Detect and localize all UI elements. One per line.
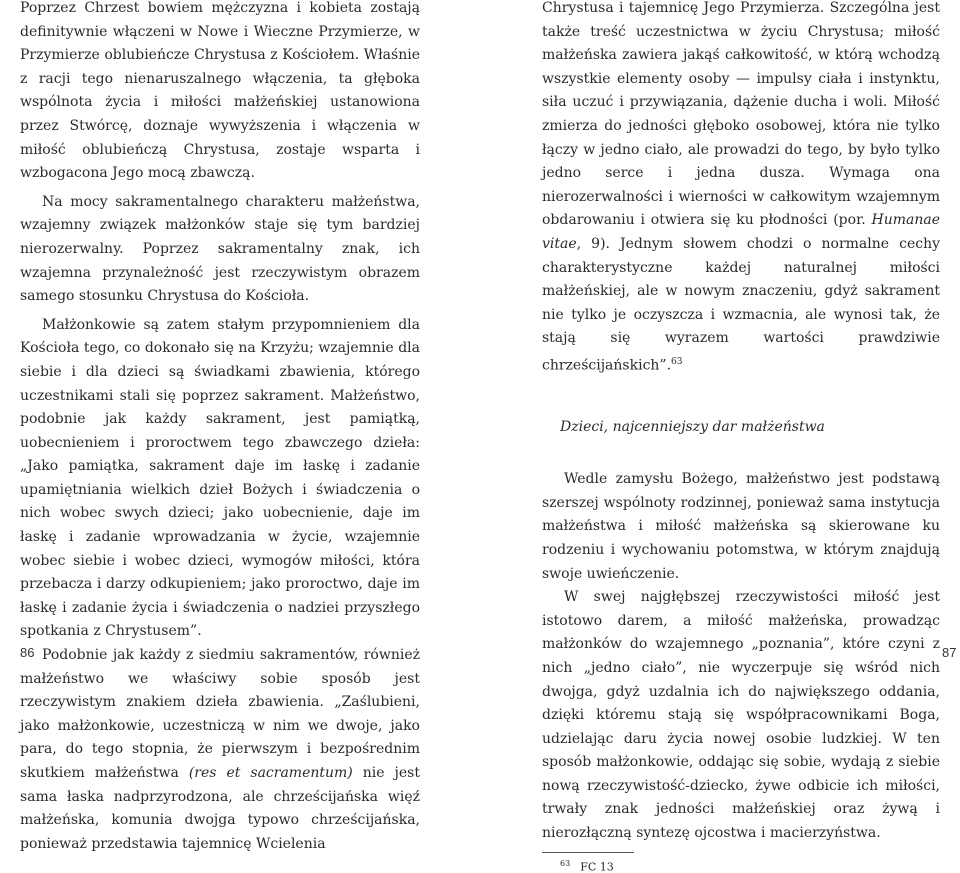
section-heading: Dzieci, najcenniejszy dar małżeństwa: [560, 419, 825, 436]
paragraph: Wedle zamysłu Bożego, małżeństwo jest podstawą szerszej wspólnoty rodzinnej, ponieważ sama instytucja małżeństwa i miłość małżeńska są skierowane ku rodzeniu i wychowaniu potomstwa, w którym znajdują swoje uwieńczenie.: [542, 471, 940, 582]
footnote-ref: 63: [671, 356, 683, 367]
footnote-text: FC 13: [580, 860, 614, 873]
page-number: 87: [942, 645, 957, 660]
paragraph: Małżonkowie są zatem stałym przypomnieniem dla Kościoła tego, co dokonało się na Krzyżu; wzajemnie dla siebie i dla dzieci są świadkami zbawienia, którego uczestnikami stali się poprzez sakrament. Małżeństwo, podobnie jak każdy sakrament, jest pamiątką, uobecnieniem i proroctwem tego zbawczego dzieła: „Jako pamiątka, sakrament daje im łaskę i zadanie upamiętniania wielkich dzieł Bożych i świadczenia o nich wobec swych dzieci; jako uobecnienie, daje im łaskę i zadanie wprowadzania w życie, wzajemnie wobec siebie i wobec dzieci, wymogów miłości, która przebacza i darzy odkupieniem; jako proroctwo, daje im łaskę i zadanie życia i świadczenia o nadziei przyszłego spotkania z Chrystusem”.: [20, 316, 420, 640]
document-title: Humanae vitae: [542, 212, 940, 252]
paragraph-text: nie jest sama łaska nadprzyrodzona, ale chrześcijańska więź małżeńska, komunia dwojga typowo chrześcijańska, ponieważ przedstawia tajemnicę Wcielenia: [20, 765, 420, 852]
page-number: 86: [20, 645, 35, 660]
paragraph: W swej najgłębszej rzeczywistości miłość jest istotowo darem, a miłość małżeńska, prowadząc małżonków do wzajemnego „poznania”, które czyni z nich „jedno ciało”, nie wyczerpuje się wśród nich dwojga, gdyż uzdalnia ich do największego oddania, dzięki któremu stają się współpracownikami Boga, udzielając daru życia nowej osobie ludzkiej. W ten sposób małżonkowie, oddając się sobie, wydają z siebie nową rzeczywistość-dziecko, żywe odbicie ich miłości, trwały znak jedności małżeńskiej oraz żywą i nierozłączną syntezę ojcostwa i macierzyństwa.: [542, 589, 940, 842]
paragraph: [20, 644, 420, 856]
paragraph: Poprzez Chrzest bowiem mężczyzna i kobieta zostają definitywnie włączeni w Nowe i Wieczne Przymierze, w Przymierze oblubieńcze Chrystusa z Kościołem. Właśnie z racji tego nienaruszalnego włączenia, ta głęboka wspólnota życia i miłości małżeńskiej ustanowiona przez Stwórcę, doznaje wywyższenia i włączenia w miłość oblubieńczą Chrystusa, zostaje wsparta i wzbogacona Jego mocą zbawczą.: [20, 0, 420, 182]
right-page-text: [542, 0, 940, 873]
paragraph-text: , 9). Jednym słowem chodzi o normalne cechy charakterystyczne każdej naturalnej miłości małżeńskiej, ale w nowym znaczeniu, gdyż sakrament nie tylko je oczyszcza i wzmacnia, ale wynosi tak, że stają się wyrazem wartości prawdziwie chrześcijańskich”.: [542, 235, 940, 374]
paragraph: Na mocy sakramentalnego charakteru małżeństwa, wzajemny związek małżonków staje się tym bardziej nierozerwalny. Poprzez sakramentalny znak, ich wzajemna przynależność jest rzeczywistym obrazem samego stosunku Chrystusa do Kościoła.: [20, 193, 420, 305]
footnote-number: 63: [560, 858, 571, 868]
paragraph: [542, 0, 940, 378]
latin-term: (res et sacramentum): [188, 765, 353, 781]
paragraph-text: Chrystusa i tajemnicę Jego Przymierza. Szczególna jest także treść uczestnictwa w życiu Chrystusa; miłość małżeńska zawiera jakąś całkowitość, w którą wchodzą wszystkie elementy osoby — impulsy ciała i instynktu, siła uczuć i przywiązania, dążenie ducha i woli. Miłość zmierza do jedności głęboko osobowej, która nie tylko łączy w jedno ciało, ale prowadzi do tego, by było tylko jedno serce i jedna dusza. Wymaga ona nierozerwalności i wierności w całkowitym wzajemnym obdarowaniu i otwiera się ku płodności (por.: [542, 0, 940, 229]
paragraph-text: Podobnie jak każdy z siedmiu sakramentów, również małżeństwo we właściwy sobie sposób jest rzeczywistym znakiem dzieła zbawienia. „Zaślubieni, jako małżonkowie, uczestniczą w nim we dwoje, jako para, do tego stopnia, że pierwszym i bezpośrednim skutkiem małżeństwa: [20, 647, 420, 781]
footnote: [542, 859, 940, 873]
footnote-divider: [542, 852, 634, 853]
left-page-text: [20, 0, 420, 856]
